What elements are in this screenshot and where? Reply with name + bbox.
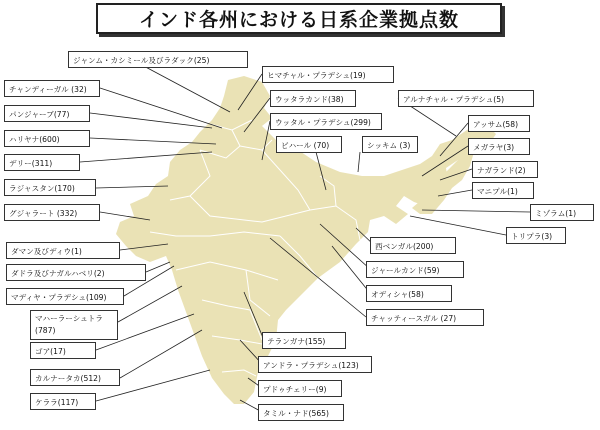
label-karnataka: カルナータカ(512) [30, 369, 120, 386]
label-assam: アッサム(58) [468, 115, 530, 132]
label-telangana: テランガナ(155) [262, 332, 346, 349]
label-west-bengal: 西ベンガル(200) [370, 237, 456, 254]
label-bihar: ビハール (70) [276, 136, 342, 153]
label-mizoram: ミゾラム(1) [530, 204, 594, 221]
label-dadra-nagar-haveli: ダドラ及びナガルハベリ(2) [6, 264, 146, 281]
label-delhi: デリー(311) [4, 154, 80, 171]
label-chhattisgarh: チャッティースガル (27) [366, 309, 484, 326]
label-himachal-pradesh: ヒマチャル・プラデシュ(19) [262, 66, 394, 83]
label-maharashtra: マハーラーシュトラ (787) [30, 310, 118, 340]
label-meghalaya: メガラヤ(3) [468, 138, 530, 155]
label-kerala: ケララ(117) [30, 393, 96, 410]
label-manipur: マニプル(1) [472, 182, 534, 199]
label-puducherry: プドゥチェリー(9) [258, 380, 342, 397]
label-tamil-nadu: タミル・ナド(565) [258, 404, 344, 421]
label-sikkim: シッキム (3) [362, 136, 418, 153]
label-tripura: トリプラ(3) [506, 227, 566, 244]
label-andhra-pradesh: アンドラ・プラデシュ(123) [258, 356, 372, 373]
label-daman-diu: ダマン及びディウ(1) [6, 242, 120, 259]
label-uttarakhand: ウッタラカンド(38) [270, 90, 356, 107]
label-jammu-kashmir: ジャンム・カシミール及びラダック(25) [68, 51, 248, 68]
label-rajasthan: ラジャスタン(170) [4, 179, 96, 196]
label-haryana: ハリヤナ(600) [4, 130, 90, 147]
label-chandigarh: チャンディーガル (32) [4, 80, 100, 97]
label-odisha: オディシャ(58) [366, 285, 452, 302]
page-title: インド各州における日系企業拠点数 [96, 3, 502, 34]
label-arunachal-pradesh: アルナチャル・プラデシュ(5) [398, 90, 534, 107]
label-punjab: パンジャーブ(77) [4, 105, 90, 122]
label-nagaland: ナガランド(2) [472, 161, 538, 178]
label-goa: ゴア(17) [30, 342, 96, 359]
label-madhya-pradesh: マディヤ・プラデシュ(109) [6, 288, 124, 305]
label-jharkhand: ジャールカンド(59) [366, 261, 464, 278]
label-uttar-pradesh: ウッタル・プラデシュ(299) [270, 113, 382, 130]
label-gujarat: グジャラート (332) [4, 204, 100, 221]
